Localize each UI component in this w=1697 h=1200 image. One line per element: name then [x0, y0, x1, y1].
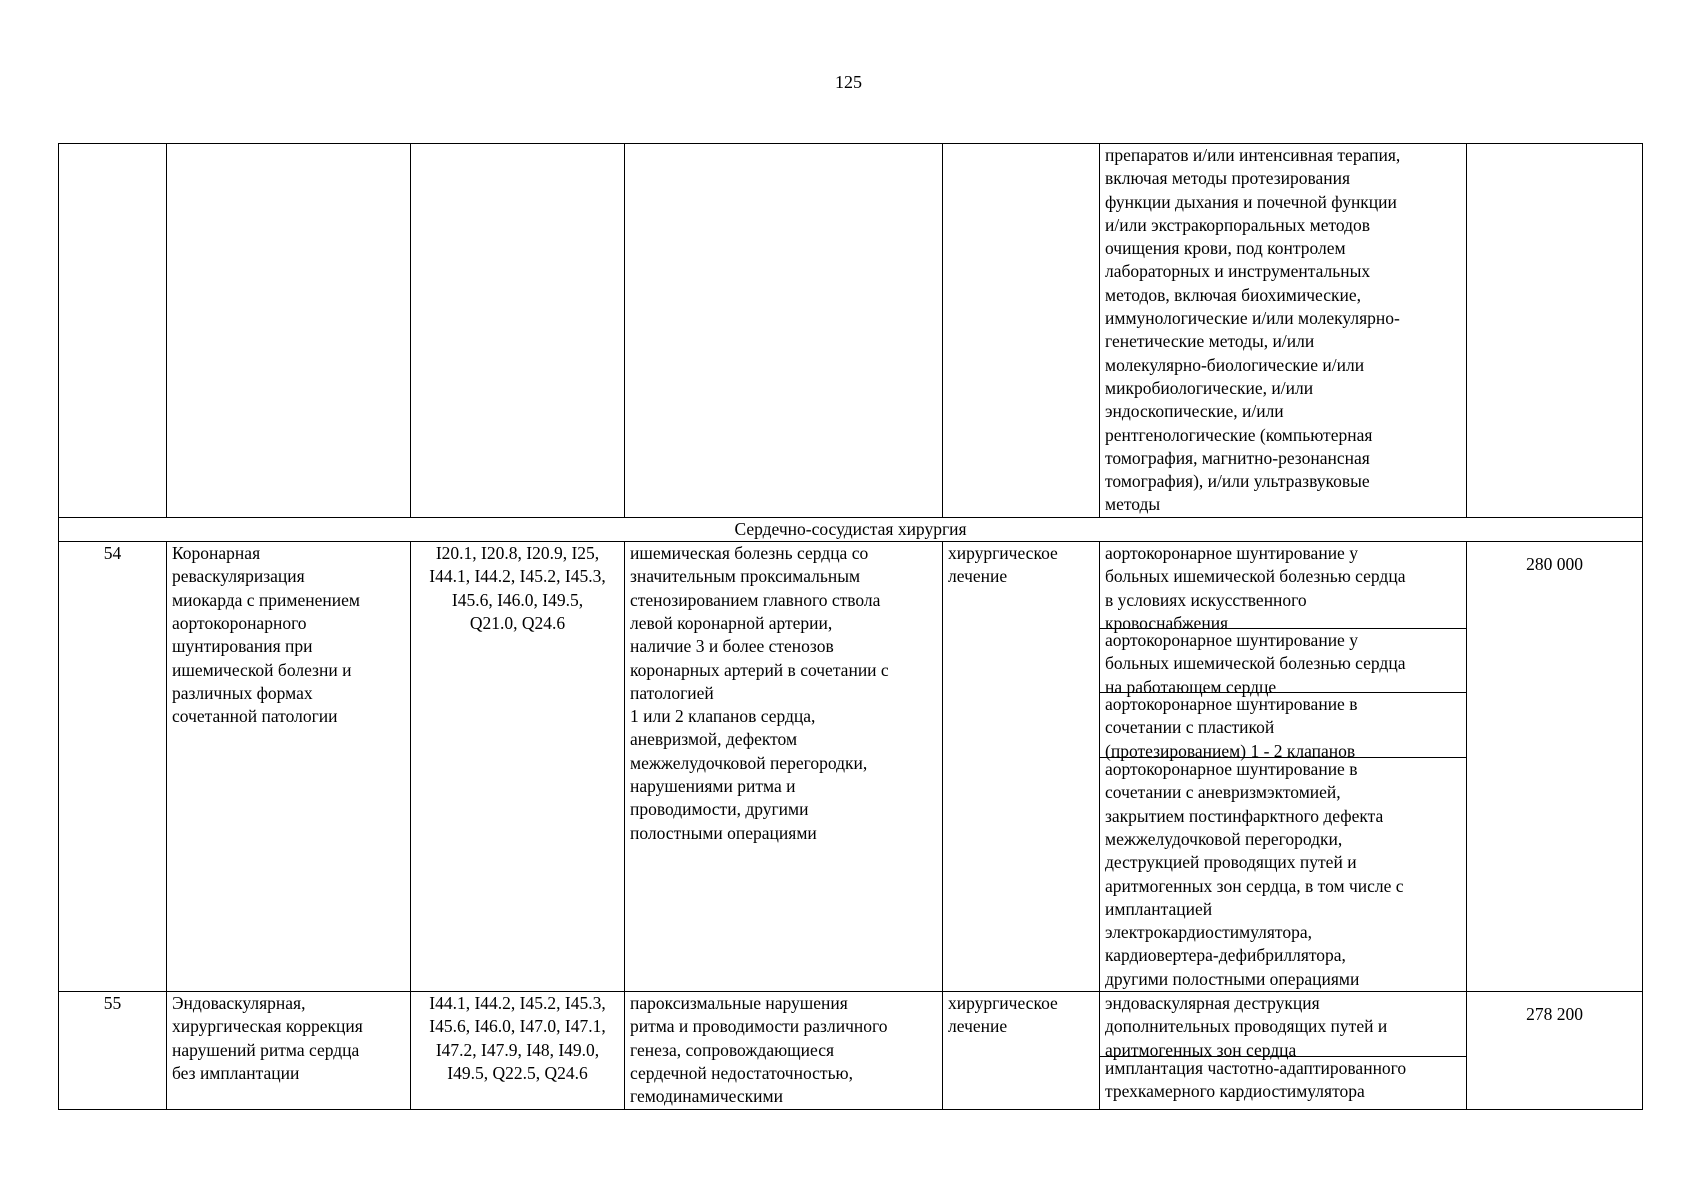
method-item: аортокоронарное шунтирование в сочетании с аневризмэктомией, закрытием постинфарктного дефекта межжелудочковой перегородки, деструкцией проводящих путей и аритмогенных зон сердца, в том числе с имплантацией электрокардиостимулятора, кардиовертера-дефибриллятора, другими полостными операциями: [1105, 759, 1404, 989]
icd-codes: I20.1, I20.8, I20.9, I25, I44.1, I44.2, I45.2, I45.3, I45.6, I46.0, I49.5, Q21.0, Q24.6: [411, 542, 625, 992]
method-item: аортокоронарное шунтирование у больных ишемической болезнью сердца в условиях искусственного кровоснабжения: [1100, 542, 1466, 629]
treatment-methods: [1100, 542, 1467, 992]
section-title: Сердечно-сосудистая хирургия: [59, 517, 1643, 541]
cell-codes: [411, 144, 625, 518]
cell-price: [1467, 144, 1643, 518]
row-number: 54: [59, 542, 167, 992]
treatment-methods: [1100, 992, 1467, 1109]
cell-name: [167, 144, 411, 518]
cell-number: [59, 144, 167, 518]
table-row-55: [59, 992, 1643, 1109]
cell-model: [625, 144, 943, 518]
cell-method: препаратов и/или интенсивная терапия, включая методы протезирования функции дыхания и почечной функции и/или экстракорпоральных методов очищения крови, под контролем лабораторных и инструментальных методов, включая биохимические, иммунологические и/или молекулярно- генетические методы, и/или молекулярно-биологические и/или микробиологические, и/или эндоскопические, и/или рентгенологические (компьютерная томография, магнитно-резонансная томография), и/или ультразвуковые методы: [1100, 144, 1467, 518]
row-number: 55: [59, 992, 167, 1109]
procedures-table: [58, 143, 1643, 1110]
care-type-name: Эндоваскулярная, хирургическая коррекция нарушений ритма сердца без имплантации: [167, 992, 411, 1109]
cell-treatment: [943, 144, 1100, 518]
patient-model: ишемическая болезнь сердца со значительным проксимальным стенозированием главного ствола левой коронарной артерии, наличие 3 и более стенозов коронарных артерий в сочетании с патологией 1 или 2 клапанов сердца, аневризмой, дефектом межжелудочковой перегородки, нарушениями ритма и проводимости, другими полостными операциями: [625, 542, 943, 992]
section-header-row: [59, 517, 1643, 541]
method-item: аортокоронарное шунтирование у больных ишемической болезнью сердца на работающем сердце: [1100, 629, 1466, 693]
table-row-54: [59, 542, 1643, 992]
treatment-type: хирургическое лечение: [943, 992, 1100, 1109]
page-number: 125: [835, 72, 862, 92]
icd-codes: I44.1, I44.2, I45.2, I45.3, I45.6, I46.0, I47.0, I47.1, I47.2, I47.9, I48, I49.0, I49.5, Q22.5, Q24.6: [411, 992, 625, 1109]
price: 278 200: [1467, 992, 1643, 1109]
treatment-type: хирургическое лечение: [943, 542, 1100, 992]
price: 280 000: [1467, 542, 1643, 992]
method-item: эндоваскулярная деструкция дополнительных проводящих путей и аритмогенных зон сердца: [1100, 992, 1466, 1057]
method-item: аортокоронарное шунтирование в сочетании с пластикой (протезированием) 1 - 2 клапанов: [1100, 693, 1466, 758]
method-item: имплантация частотно-адаптированного трехкамерного кардиостимулятора: [1105, 1058, 1407, 1102]
care-type-name: Коронарная реваскуляризация миокарда с применением аортокоронарного шунтирования при ишемической болезни и различных формах сочетанной патологии: [167, 542, 411, 992]
continuation-row: [59, 144, 1643, 518]
patient-model: пароксизмальные нарушения ритма и проводимости различного генеза, сопровождающиеся сердечной недостаточностью, гемодинамическими: [625, 992, 943, 1109]
